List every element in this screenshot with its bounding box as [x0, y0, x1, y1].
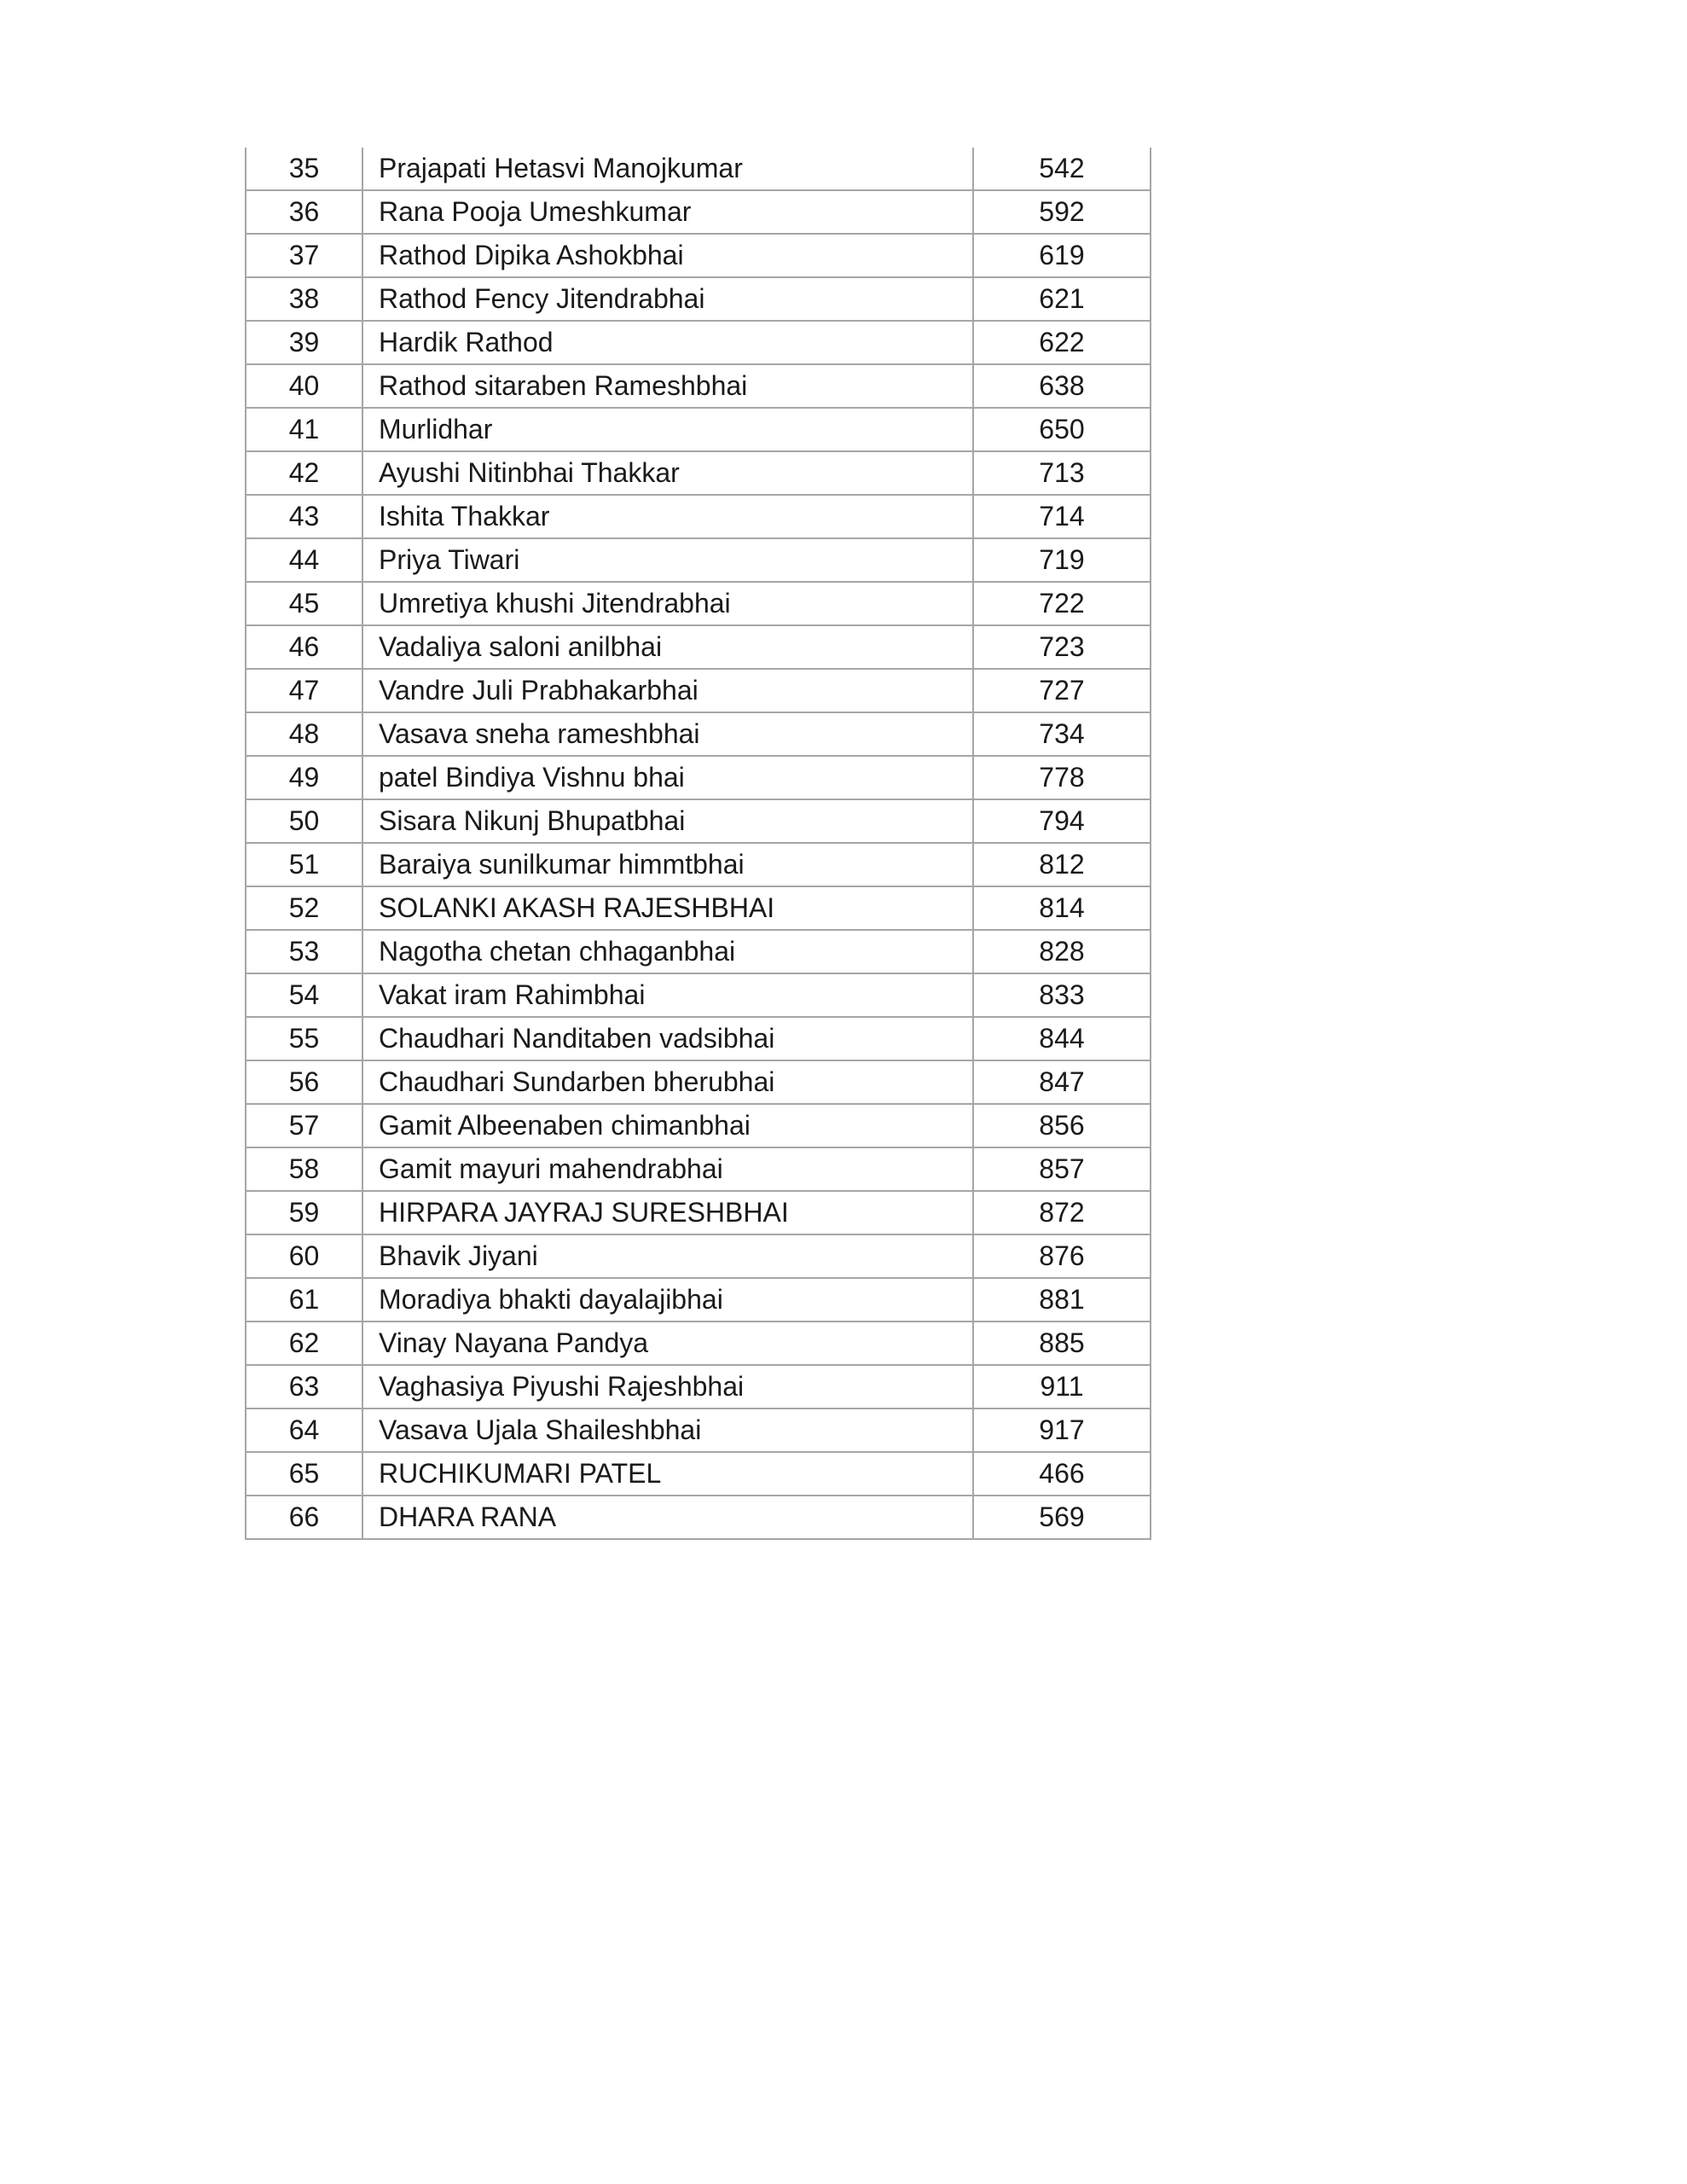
serial-number-cell: 51 — [246, 843, 362, 886]
value-cell: 723 — [973, 625, 1151, 669]
table-row — [246, 451, 1151, 495]
table-row — [246, 1104, 1151, 1147]
name-cell: Rana Pooja Umeshkumar — [362, 190, 973, 234]
value-cell: 542 — [973, 148, 1151, 190]
name-cell: Vaghasiya Piyushi Rajeshbhai — [362, 1365, 973, 1409]
name-cell: Umretiya khushi Jitendrabhai — [362, 582, 973, 625]
serial-number-cell: 63 — [246, 1365, 362, 1409]
serial-number-cell: 44 — [246, 538, 362, 582]
name-cell: Chaudhari Sundarben bherubhai — [362, 1060, 973, 1104]
name-cell: Ayushi Nitinbhai Thakkar — [362, 451, 973, 495]
value-cell: 917 — [973, 1409, 1151, 1452]
name-cell: Nagotha chetan chhaganbhai — [362, 930, 973, 973]
serial-number-cell: 52 — [246, 886, 362, 930]
name-cell: Gamit mayuri mahendrabhai — [362, 1147, 973, 1191]
serial-number-cell: 61 — [246, 1278, 362, 1321]
value-cell: 844 — [973, 1017, 1151, 1060]
serial-number-cell: 66 — [246, 1496, 362, 1539]
value-cell: 466 — [973, 1452, 1151, 1496]
value-cell: 794 — [973, 799, 1151, 843]
name-cell: Vinay Nayana Pandya — [362, 1321, 973, 1365]
table-row — [246, 843, 1151, 886]
serial-number-cell: 59 — [246, 1191, 362, 1234]
name-cell: DHARA RANA — [362, 1496, 973, 1539]
table-row — [246, 1234, 1151, 1278]
serial-number-cell: 43 — [246, 495, 362, 538]
table-row — [246, 1409, 1151, 1452]
name-cell: Vasava Ujala Shaileshbhai — [362, 1409, 973, 1452]
value-cell: 885 — [973, 1321, 1151, 1365]
table-row — [246, 973, 1151, 1017]
serial-number-cell: 39 — [246, 321, 362, 364]
serial-number-cell: 55 — [246, 1017, 362, 1060]
serial-number-cell: 56 — [246, 1060, 362, 1104]
value-cell: 650 — [973, 408, 1151, 451]
value-cell: 714 — [973, 495, 1151, 538]
name-cell: Rathod Fency Jitendrabhai — [362, 277, 973, 321]
value-cell: 778 — [973, 756, 1151, 799]
serial-number-cell: 35 — [246, 148, 362, 190]
name-cell: Ishita Thakkar — [362, 495, 973, 538]
value-cell: 638 — [973, 364, 1151, 408]
table-row — [246, 234, 1151, 277]
roster-table — [245, 148, 1151, 1540]
serial-number-cell: 53 — [246, 930, 362, 973]
value-cell: 727 — [973, 669, 1151, 712]
name-cell: Vandre Juli Prabhakarbhai — [362, 669, 973, 712]
name-cell: Vadaliya saloni anilbhai — [362, 625, 973, 669]
name-cell: Gamit Albeenaben chimanbhai — [362, 1104, 973, 1147]
value-cell: 881 — [973, 1278, 1151, 1321]
table-row — [246, 1365, 1151, 1409]
value-cell: 857 — [973, 1147, 1151, 1191]
table-row — [246, 1321, 1151, 1365]
value-cell: 812 — [973, 843, 1151, 886]
table-row — [246, 1060, 1151, 1104]
value-cell: 856 — [973, 1104, 1151, 1147]
name-cell: Sisara Nikunj Bhupatbhai — [362, 799, 973, 843]
name-cell: HIRPARA JAYRAJ SURESHBHAI — [362, 1191, 973, 1234]
table-row — [246, 886, 1151, 930]
serial-number-cell: 40 — [246, 364, 362, 408]
value-cell: 734 — [973, 712, 1151, 756]
name-cell: SOLANKI AKASH RAJESHBHAI — [362, 886, 973, 930]
table-row — [246, 1452, 1151, 1496]
value-cell: 911 — [973, 1365, 1151, 1409]
name-cell: RUCHIKUMARI PATEL — [362, 1452, 973, 1496]
name-cell: Hardik Rathod — [362, 321, 973, 364]
value-cell: 569 — [973, 1496, 1151, 1539]
serial-number-cell: 50 — [246, 799, 362, 843]
value-cell: 872 — [973, 1191, 1151, 1234]
table-row — [246, 277, 1151, 321]
table-row — [246, 799, 1151, 843]
name-cell: Bhavik Jiyani — [362, 1234, 973, 1278]
value-cell: 622 — [973, 321, 1151, 364]
name-cell: Murlidhar — [362, 408, 973, 451]
value-cell: 722 — [973, 582, 1151, 625]
serial-number-cell: 65 — [246, 1452, 362, 1496]
table-row — [246, 148, 1151, 190]
table-row — [246, 756, 1151, 799]
name-cell: Rathod Dipika Ashokbhai — [362, 234, 973, 277]
serial-number-cell: 58 — [246, 1147, 362, 1191]
serial-number-cell: 38 — [246, 277, 362, 321]
table-row — [246, 364, 1151, 408]
value-cell: 833 — [973, 973, 1151, 1017]
table-row — [246, 538, 1151, 582]
name-cell: patel Bindiya Vishnu bhai — [362, 756, 973, 799]
roster-table-body — [246, 148, 1151, 1539]
name-cell: Rathod sitaraben Rameshbhai — [362, 364, 973, 408]
value-cell: 592 — [973, 190, 1151, 234]
name-cell: Moradiya bhakti dayalajibhai — [362, 1278, 973, 1321]
serial-number-cell: 60 — [246, 1234, 362, 1278]
table-row — [246, 408, 1151, 451]
serial-number-cell: 42 — [246, 451, 362, 495]
table-row — [246, 1191, 1151, 1234]
value-cell: 876 — [973, 1234, 1151, 1278]
name-cell: Prajapati Hetasvi Manojkumar — [362, 148, 973, 190]
table-row — [246, 712, 1151, 756]
value-cell: 847 — [973, 1060, 1151, 1104]
serial-number-cell: 46 — [246, 625, 362, 669]
serial-number-cell: 36 — [246, 190, 362, 234]
table-row — [246, 930, 1151, 973]
serial-number-cell: 47 — [246, 669, 362, 712]
serial-number-cell: 54 — [246, 973, 362, 1017]
name-cell: Baraiya sunilkumar himmtbhai — [362, 843, 973, 886]
table-row — [246, 1147, 1151, 1191]
name-cell: Vasava sneha rameshbhai — [362, 712, 973, 756]
serial-number-cell: 57 — [246, 1104, 362, 1147]
table-row — [246, 582, 1151, 625]
table-row — [246, 190, 1151, 234]
serial-number-cell: 49 — [246, 756, 362, 799]
name-cell: Chaudhari Nanditaben vadsibhai — [362, 1017, 973, 1060]
value-cell: 621 — [973, 277, 1151, 321]
serial-number-cell: 64 — [246, 1409, 362, 1452]
table-row — [246, 1496, 1151, 1539]
serial-number-cell: 48 — [246, 712, 362, 756]
value-cell: 814 — [973, 886, 1151, 930]
table-row — [246, 321, 1151, 364]
table-row — [246, 1278, 1151, 1321]
name-cell: Vakat iram Rahimbhai — [362, 973, 973, 1017]
table-row — [246, 625, 1151, 669]
value-cell: 719 — [973, 538, 1151, 582]
name-cell: Priya Tiwari — [362, 538, 973, 582]
serial-number-cell: 62 — [246, 1321, 362, 1365]
value-cell: 713 — [973, 451, 1151, 495]
value-cell: 619 — [973, 234, 1151, 277]
table-row — [246, 669, 1151, 712]
value-cell: 828 — [973, 930, 1151, 973]
serial-number-cell: 41 — [246, 408, 362, 451]
table-row — [246, 1017, 1151, 1060]
table-row — [246, 495, 1151, 538]
serial-number-cell: 45 — [246, 582, 362, 625]
serial-number-cell: 37 — [246, 234, 362, 277]
